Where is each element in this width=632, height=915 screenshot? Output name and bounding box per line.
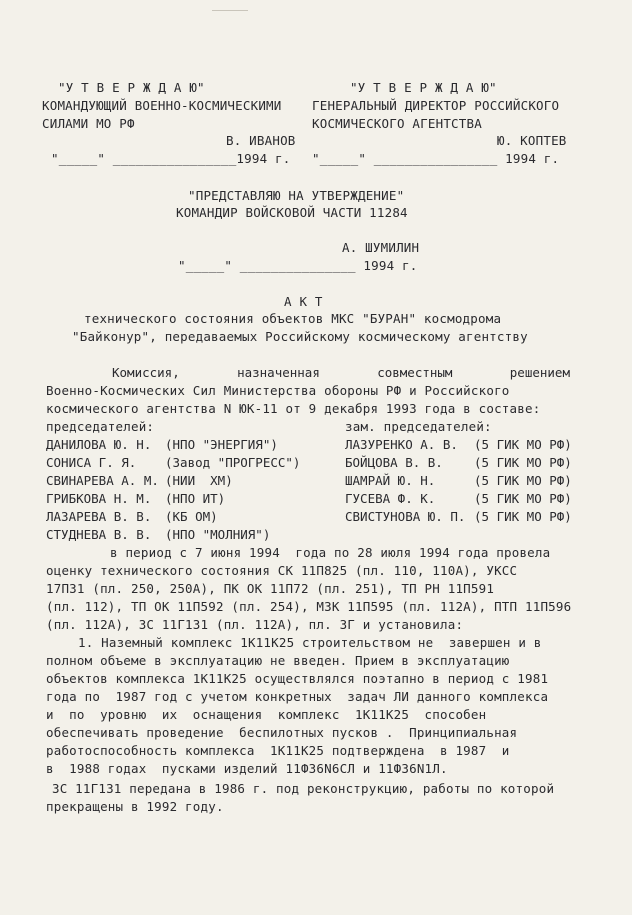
right-approval-date: "_____" ________________ 1994 г. (312, 151, 560, 166)
member-org: (Завод "ПРОГРЕСС") (165, 455, 301, 470)
scan-mark (212, 10, 248, 11)
commission-intro-line2: Военно-Космических Сил Министерства обороны РФ и Российского (46, 383, 510, 398)
member-org: (5 ГИК МО РФ) (474, 473, 572, 488)
member-right-name: БОЙЦОВА В. В. (345, 455, 443, 470)
right-approval-line2: КОСМИЧЕСКОГО АГЕНТСТВА (312, 116, 482, 131)
intro-word: совместным (377, 365, 453, 380)
member-left (46, 528, 151, 542)
member-org: (НПО "МОЛНИЯ") (165, 527, 271, 542)
member-right-name: СВИСТУНОВА Ю. П. (345, 509, 466, 524)
member-left (46, 492, 151, 506)
center-approval-date: "_____" _______________ 1994 г. (178, 258, 418, 273)
commission-intro-line1 (112, 366, 570, 380)
left-approval-date: "_____" ________________1994 г. (51, 151, 291, 166)
intro-word: Комиссия, (112, 365, 180, 380)
body-p2-line: работоспособность комплекса 1К11К25 подтверждена в 1987 и (46, 743, 510, 758)
member-name: ЛАЗАРЕВА В. В. (46, 509, 152, 524)
left-approval-line1: КОМАНДУЮЩИЙ ВОЕННО-КОСМИЧЕСКИМИ (42, 98, 282, 113)
member-org: (5 ГИК МО РФ) (474, 455, 572, 470)
body-p2-line: в 1988 годах пусками изделий 11Ф36N6СЛ и 11Ф36N1Л. (46, 761, 448, 776)
deputy-label: зам. председателей: (345, 419, 492, 434)
act-subtitle-line1: технического состояния объектов МКС "БУРАН" космодрома (84, 311, 502, 326)
commission-intro-line3: космического агентства N ЮК-11 от 9 декабря 1993 года в составе: (46, 401, 541, 416)
member-org: (5 ГИК МО РФ) (474, 437, 572, 452)
body-p1-line: оценку технического состояния СК 11П825 (пл. 110, 110А), УКСС (46, 563, 518, 578)
member-name: ГРИБКОВА Н. М. (46, 491, 152, 506)
member-org: (КБ ОМ) (165, 509, 218, 524)
member-org: (НПО ИТ) (165, 491, 226, 506)
body-p2-line: полном объеме в эксплуатацию не введен. Прием в эксплуатацию (46, 653, 510, 668)
center-approval-signer: А. ШУМИЛИН (342, 240, 420, 255)
member-left (46, 456, 136, 470)
left-approval-signer: В. ИВАНОВ (226, 133, 296, 148)
act-subtitle-line2: "Байконур", передаваемых Российскому космическому агентству (72, 329, 528, 344)
member-org: (5 ГИК МО РФ) (474, 491, 572, 506)
member-left (46, 438, 151, 452)
body-p1-line: (пл. 112А), ЗС 11Г131 (пл. 112А), пл. 3Г и установила: (46, 617, 464, 632)
right-approval-heading: "У Т В Е Р Ж Д А Ю" (350, 80, 497, 95)
member-right-name: ГУСЕВА Ф. К. (345, 491, 436, 506)
member-org: (5 ГИК МО РФ) (474, 509, 572, 524)
body-p1-line: в период с 7 июня 1994 года по 28 июля 1994 года провела (110, 545, 551, 560)
intro-word: назначенная (237, 365, 320, 380)
member-left (46, 474, 159, 488)
body-p2-line: года по 1987 год с учетом конкретных задач ЛИ данного комплекса (46, 689, 549, 704)
member-left (46, 510, 151, 524)
right-approval-signer: Ю. КОПТЕВ (497, 133, 567, 148)
right-approval-line1: ГЕНЕРАЛЬНЫЙ ДИРЕКТОР РОССИЙСКОГО (312, 98, 560, 113)
member-org: (НПО "ЭНЕРГИЯ") (165, 437, 278, 452)
body-p2-line: 1. Наземный комплекс 1К11К25 строительством не завершен и в (78, 635, 542, 650)
member-name: СТУДНЕВА В. В. (46, 527, 152, 542)
body-p3-line: прекращены в 1992 году. (46, 799, 224, 814)
body-p1-line: (пл. 112), ТП ОК 11П592 (пл. 254), МЗК 11П595 (пл. 112А), ПТП 11П596 (46, 599, 572, 614)
center-approval-heading: "ПРЕДСТАВЛЯЮ НА УТВЕРЖДЕНИЕ" (188, 188, 405, 203)
body-p1-line: 17П31 (пл. 250, 250А), ПК ОК 11П72 (пл. 251), ТП РН 11П591 (46, 581, 495, 596)
body-p2-line: объектов комплекса 1К11К25 осуществлялся поэтапно в период с 1981 (46, 671, 549, 686)
body-p2-line: и по уровню их оснащения комплекс 1К11К25 способен (46, 707, 487, 722)
center-approval-line1: КОМАНДИР ВОЙСКОВОЙ ЧАСТИ 11284 (176, 205, 408, 220)
member-name: СОНИСА Г. Я. (46, 455, 137, 470)
left-approval-line2: СИЛАМИ МО РФ (42, 116, 135, 131)
left-approval-heading: "У Т В Е Р Ж Д А Ю" (58, 80, 205, 95)
chair-label: председателей: (46, 419, 155, 434)
member-right-name: ШАМРАЙ Ю. Н. (345, 473, 436, 488)
body-p3-line: ЗС 11Г131 передана в 1986 г. под реконструкцию, работы по которой (52, 781, 555, 796)
intro-word: решением (509, 365, 570, 380)
member-name: ДАНИЛОВА Ю. Н. (46, 437, 152, 452)
member-name: СВИНАРЕВА А. М. (46, 473, 159, 488)
member-org: (НИИ ХМ) (165, 473, 233, 488)
member-right-name: ЛАЗУРЕНКО А. В. (345, 437, 458, 452)
body-p2-line: обеспечивать проведение беспилотных пусков . Принципиальная (46, 725, 518, 740)
act-title: А К Т (284, 294, 323, 309)
